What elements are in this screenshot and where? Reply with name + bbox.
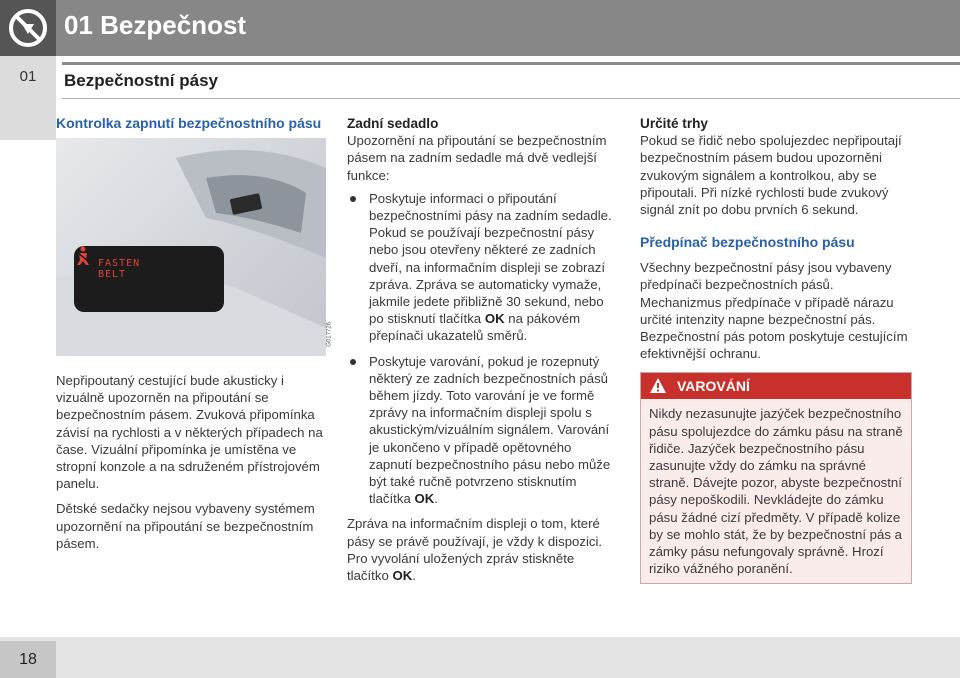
list-item — [347, 190, 617, 345]
heading-certain-markets: Určité trhy — [640, 116, 708, 131]
seatbelt-person-icon — [74, 246, 92, 266]
heading-pretensioner: Předpínač bezpečnostního pásu — [640, 234, 855, 251]
bullet-icon — [350, 359, 356, 365]
warning-title: VAROVÁNÍ — [677, 378, 750, 395]
overhead-console-photo — [56, 138, 333, 356]
column-left — [56, 115, 333, 552]
bullet-text: Poskytuje varování, pokud je rozepnutý některý ze zadních bezpečnostních pásů během jízdy. Toto varování je ve formě zprávy na informačním displeji spolu s akustickým/vizuálním signálem. Varování je ukončeno v případě opětovného zapnutí bezpečnostního pásu nebo může být také ručně potvrzeno stisknutím tlačítka — [369, 353, 611, 507]
paragraph-text-end: . — [412, 568, 416, 584]
bullet-text-end: na pákovém přepínači ukazatelů směrů. — [369, 311, 581, 344]
paragraph-reminder: Nepřipoutaný cestující bude akusticky i vizuálně upozorněn na připoutání se bezpečnostním pásem. Zvuková připomínka závisí na rychlosti a v některých případech na čase. Vizuální připomínka je umístěna ve stropní konzole a na sdruženém přístrojovém panelu. — [56, 373, 323, 492]
column-middle — [347, 115, 617, 584]
bullet-text-end: . — [434, 491, 438, 507]
paragraph-certain-markets: Pokud se řidič nebo spolujezdec nepřipoutají bezpečnostním pásem budou upozorněni zvukovým signálem a kontrolkou, aby se připoutali. Při nízké rychlosti bude zvukový signál znít po dobu prvních 6 sekund. — [640, 133, 902, 218]
indicator-label: FASTEN BELT — [98, 258, 141, 280]
warning-body: Nikdy nezasunujte jazýček bezpečnostního pásu spolujezdce do zámku pásu na straně řidiče. Jazýček bezpečnostního pásu zasunujte vždy do zámku na správné straně. Dávejte pozor, abyste bezpečnostní pásy nepoškodili. Nevkládejte do zámku pásu žádné cizí předměty. V případě kolize by se mohlo stát, že by bezpečnostní pás a zámky pásu nefungovaly správně. Hrozí riziko vážného poranění. — [641, 399, 911, 583]
paragraph-stored-messages — [347, 515, 617, 584]
bullet-icon — [350, 196, 356, 202]
chapter-icon-box — [0, 0, 56, 56]
bullet-list — [347, 190, 617, 508]
warning-header — [641, 373, 911, 399]
page-number: 18 — [0, 641, 56, 678]
ok-keyword: OK — [484, 311, 505, 327]
list-item — [347, 353, 617, 508]
warning-triangle-icon — [649, 377, 667, 395]
column-right — [640, 115, 910, 584]
fasten-belt-indicator — [74, 246, 224, 312]
paragraph-pretensioner: Všechny bezpečnostní pásy jsou vybaveny předpínači bezpečnostních pásů. Mechanizmus předpínače v případě nárazu určité intenzity napne bezpečnostní pás. Bezpečnostní pás potom poskytuje cestujícím efektivnější ochranu. — [640, 260, 908, 362]
heading-seatbelt-indicator: Kontrolka zapnutí bezpečnostního pásu — [56, 115, 322, 131]
section-divider — [62, 62, 960, 65]
warning-box — [640, 372, 912, 584]
footer-bar — [0, 637, 960, 678]
paragraph-text: Zpráva na informačním displeji o tom, které pásy se právě používají, je vždy k dispozici. Pro vyvolání uložených zpráv stiskněte tlačítko — [347, 516, 603, 584]
paragraph-rear-intro: Upozornění na připoutání se bezpečnostním pásem na zadním sedadle má dvě vedlejší funkce: — [347, 133, 607, 183]
chapter-title: 01 Bezpečnost — [64, 10, 247, 40]
heading-rear-seat: Zadní sedadlo — [347, 116, 439, 131]
no-entry-warning-icon — [0, 0, 56, 56]
ok-keyword: OK — [414, 491, 435, 507]
chapter-number: 01 — [19, 68, 37, 85]
image-code: G017726 — [327, 322, 333, 347]
bullet-text: Poskytuje informaci o připoutání bezpečnostními pásy na zadním sedadle. Pokud se používají bezpečnostní pásy nebo jsou otevřeny některé ze zadních dveří, na informačním displeji se zobrazí zpráva. Zpráva se automaticky vymaže, jakmile jedete přibližně 30 sekund, nebo po stisknutí tlačítka — [369, 190, 612, 327]
section-title: Bezpečnostní pásy — [64, 71, 218, 90]
section-subdivider — [62, 98, 960, 99]
paragraph-child-seats: Dětské sedačky nejsou vybaveny systémem upozornění na připoutání se bezpečnostním pásem. — [56, 501, 315, 551]
ok-keyword: OK — [392, 568, 413, 584]
